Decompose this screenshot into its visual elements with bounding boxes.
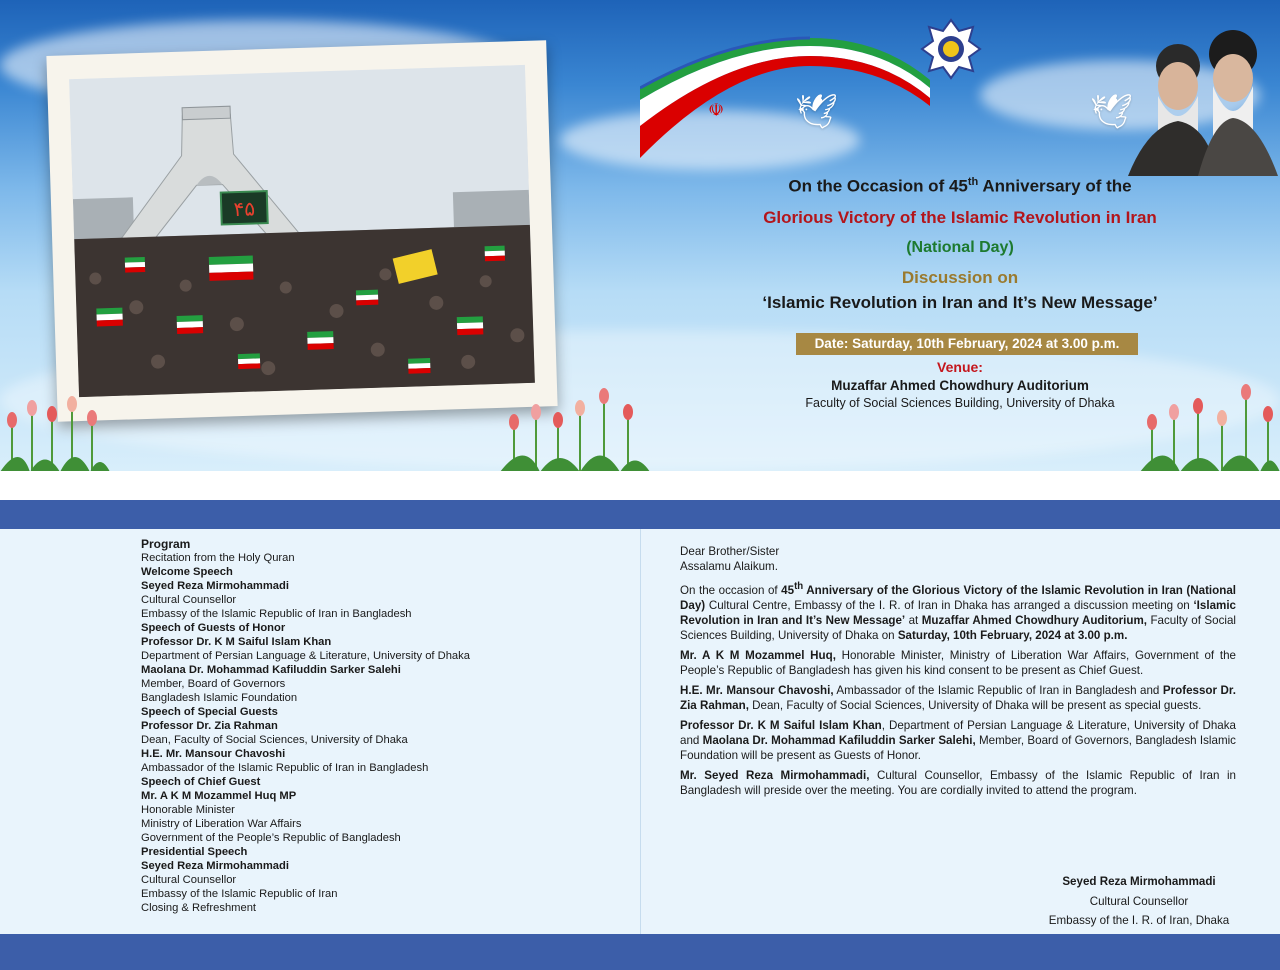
letter-text-segment: Muzaffar Ahmed Chowdhury Auditorium,	[921, 613, 1147, 627]
iran-flag-ribbon	[640, 20, 930, 165]
letter-paragraphs	[680, 579, 1236, 798]
signatory-org: Embassy of the I. R. of Iran, Dhaka	[1048, 914, 1230, 927]
letter-text-segment: 45	[781, 583, 795, 597]
tulips-right	[1140, 384, 1280, 471]
letter-paragraph	[680, 648, 1236, 678]
letter-text-segment: Mr. Seyed Reza Mirmohammadi,	[680, 768, 870, 782]
program-item: Seyed Reza Mirmohammadi	[141, 580, 289, 592]
page-gap	[0, 471, 1280, 500]
headline-occasion: On the Occasion of 45th Anniversary of the	[788, 176, 1132, 196]
azadi-rally-photo	[69, 65, 535, 397]
letter-text-segment: Professor Dr. Zia Rahman,	[680, 683, 1236, 712]
letter-text-segment: Professor Dr. K M Saiful Islam Khan	[680, 718, 882, 732]
letter-text-segment: Anniversary of the Glorious Victory of the Islamic Revolution in Iran (National Day)	[680, 583, 1236, 612]
signatory-title: Cultural Counsellor	[1089, 895, 1189, 908]
dove-icon: 🕊	[1090, 93, 1134, 131]
letter-text-segment: , Department of Persian Language & Literature, University of Dhaka and	[680, 718, 1236, 747]
letter-text-segment: Maolana Dr. Mohammad Kafiluddin Sarker Salehi,	[702, 733, 976, 747]
headline-victory: Glorious Victory of the Islamic Revolution in Iran	[763, 208, 1157, 227]
fold-divider	[640, 529, 641, 934]
program-item: Welcome Speech	[141, 566, 233, 578]
letter-text-segment: Dean, Faculty of Social Sciences, University of Dhaka will be present as special guests.	[748, 698, 1202, 712]
signatory-name: Seyed Reza Mirmohammadi	[1062, 875, 1216, 888]
program-item: Speech of Chief Guest	[141, 776, 261, 788]
venue-label: Venue:	[937, 359, 983, 375]
invitation-letter	[680, 544, 1236, 803]
cultural-centre-emblem-icon	[920, 18, 982, 80]
program-item: Maolana Dr. Mohammad Kafiluddin Sarker Salehi	[141, 664, 401, 676]
headline-national-day: (National Day)	[906, 239, 1014, 256]
azadi-tower-illustration	[69, 65, 535, 397]
letter-text-segment: Member, Board of Governors, Bangladesh Islamic Foundation will be present as Guests of Honor.	[680, 733, 1236, 762]
program-item: Seyed Reza Mirmohammadi	[141, 860, 289, 872]
program-item: Member, Board of Governors	[141, 678, 286, 690]
letter-text-segment: at	[905, 613, 922, 627]
letter-text-segment: Saturday, 10th February, 2024 at 3.00 p.m.	[897, 628, 1128, 642]
program-item: Ambassador of the Islamic Republic of Iran in Bangladesh	[141, 762, 429, 774]
photo-frame	[46, 40, 557, 422]
letter-text-segment: On the occasion of	[680, 583, 782, 597]
program-item: Presidential Speech	[141, 846, 248, 858]
letter-text-segment: Ambassador of the Islamic Republic of Iran in Bangladesh and	[833, 683, 1163, 697]
program-item: Professor Dr. K M Saiful Islam Khan	[141, 636, 332, 648]
letter-text-segment: ‘Islamic Revolution in Iran and It’s New Message’	[680, 598, 1236, 627]
program-item: Speech of Guests of Honor	[141, 622, 286, 634]
tulips-left	[0, 392, 110, 471]
letter-text-segment: Cultural Counsellor, Embassy of the Islamic Republic of Iran in Bangladesh will preside over the meeting. You are cordially invited to attend the program.	[680, 768, 1237, 797]
program-items	[141, 551, 470, 915]
event-date: Date: Saturday, 10th February, 2024 at 3.00 p.m.	[796, 333, 1138, 355]
letter-paragraph	[680, 579, 1236, 643]
program-item: Recitation from the Holy Quran	[141, 552, 295, 564]
program-item: Dean, Faculty of Social Sciences, University of Dhaka	[141, 734, 408, 746]
venue-address: Faculty of Social Sciences Building, University of Dhaka	[805, 396, 1115, 410]
letter-paragraph	[680, 683, 1236, 713]
program-item: Honorable Minister	[141, 804, 235, 816]
leaders-portrait	[1128, 26, 1278, 176]
headline-topic: ‘Islamic Revolution in Iran and It’s New Message’	[762, 293, 1158, 312]
program-item: Department of Persian Language & Literature, University of Dhaka	[141, 650, 470, 662]
letter-text-segment: th	[794, 581, 804, 592]
letter-paragraph	[680, 718, 1236, 763]
program-item: Speech of Special Guests	[141, 706, 278, 718]
program-item: Mr. A K M Mozammel Huq MP	[141, 790, 297, 802]
banner-45-text: ۴۵	[233, 196, 256, 222]
dove-icon: 🕊	[795, 93, 839, 131]
bottom-band	[0, 934, 1280, 970]
program-item: Professor Dr. Zia Rahman	[141, 720, 278, 732]
letter-text-segment: Faculty of Social Sciences Building, University of Dhaka on	[680, 613, 1236, 642]
venue-name: Muzaffar Ahmed Chowdhury Auditorium	[831, 378, 1089, 393]
letter-text-segment: Mr. A K M Mozammel Huq,	[680, 648, 836, 662]
letter-text-segment: Honorable Minister, Ministry of Liberation War Affairs, Government of the People’s Republic of Bangladesh has given his kind consent to be present as Chief Guest.	[680, 648, 1236, 677]
letter-salutation: Assalamu Alaikum.	[680, 560, 778, 573]
flag-emblem-icon: ☫	[708, 100, 725, 121]
top-band	[0, 500, 1280, 529]
program-item: Government of the People’s Republic of Bangladesh	[141, 832, 401, 844]
letter-text-segment: H.E. Mr. Mansour Chavoshi,	[680, 683, 834, 697]
headline-discussion: Discussion on	[901, 268, 1019, 287]
program-item: Closing & Refreshment	[141, 902, 257, 914]
letter-paragraph	[680, 768, 1236, 798]
program-item: H.E. Mr. Mansour Chavoshi	[141, 748, 286, 760]
letter-greeting: Dear Brother/Sister	[680, 545, 780, 558]
tulips-center	[500, 384, 650, 471]
program-item: Bangladesh Islamic Foundation	[141, 692, 298, 704]
program-item: Cultural Counsellor	[141, 874, 237, 886]
program-list	[141, 537, 470, 915]
invitation-cover	[0, 0, 1280, 471]
program-item: Embassy of the Islamic Republic of Iran in Bangladesh	[141, 608, 412, 620]
letter-text-segment: Cultural Centre, Embassy of the I. R. of Iran in Dhaka has arranged a discussion meeting on	[705, 598, 1194, 612]
program-item: Embassy of the Islamic Republic of Iran	[141, 888, 338, 900]
program-item: Ministry of Liberation War Affairs	[141, 818, 302, 830]
program-title: Program	[141, 537, 191, 551]
program-item: Cultural Counsellor	[141, 594, 237, 606]
